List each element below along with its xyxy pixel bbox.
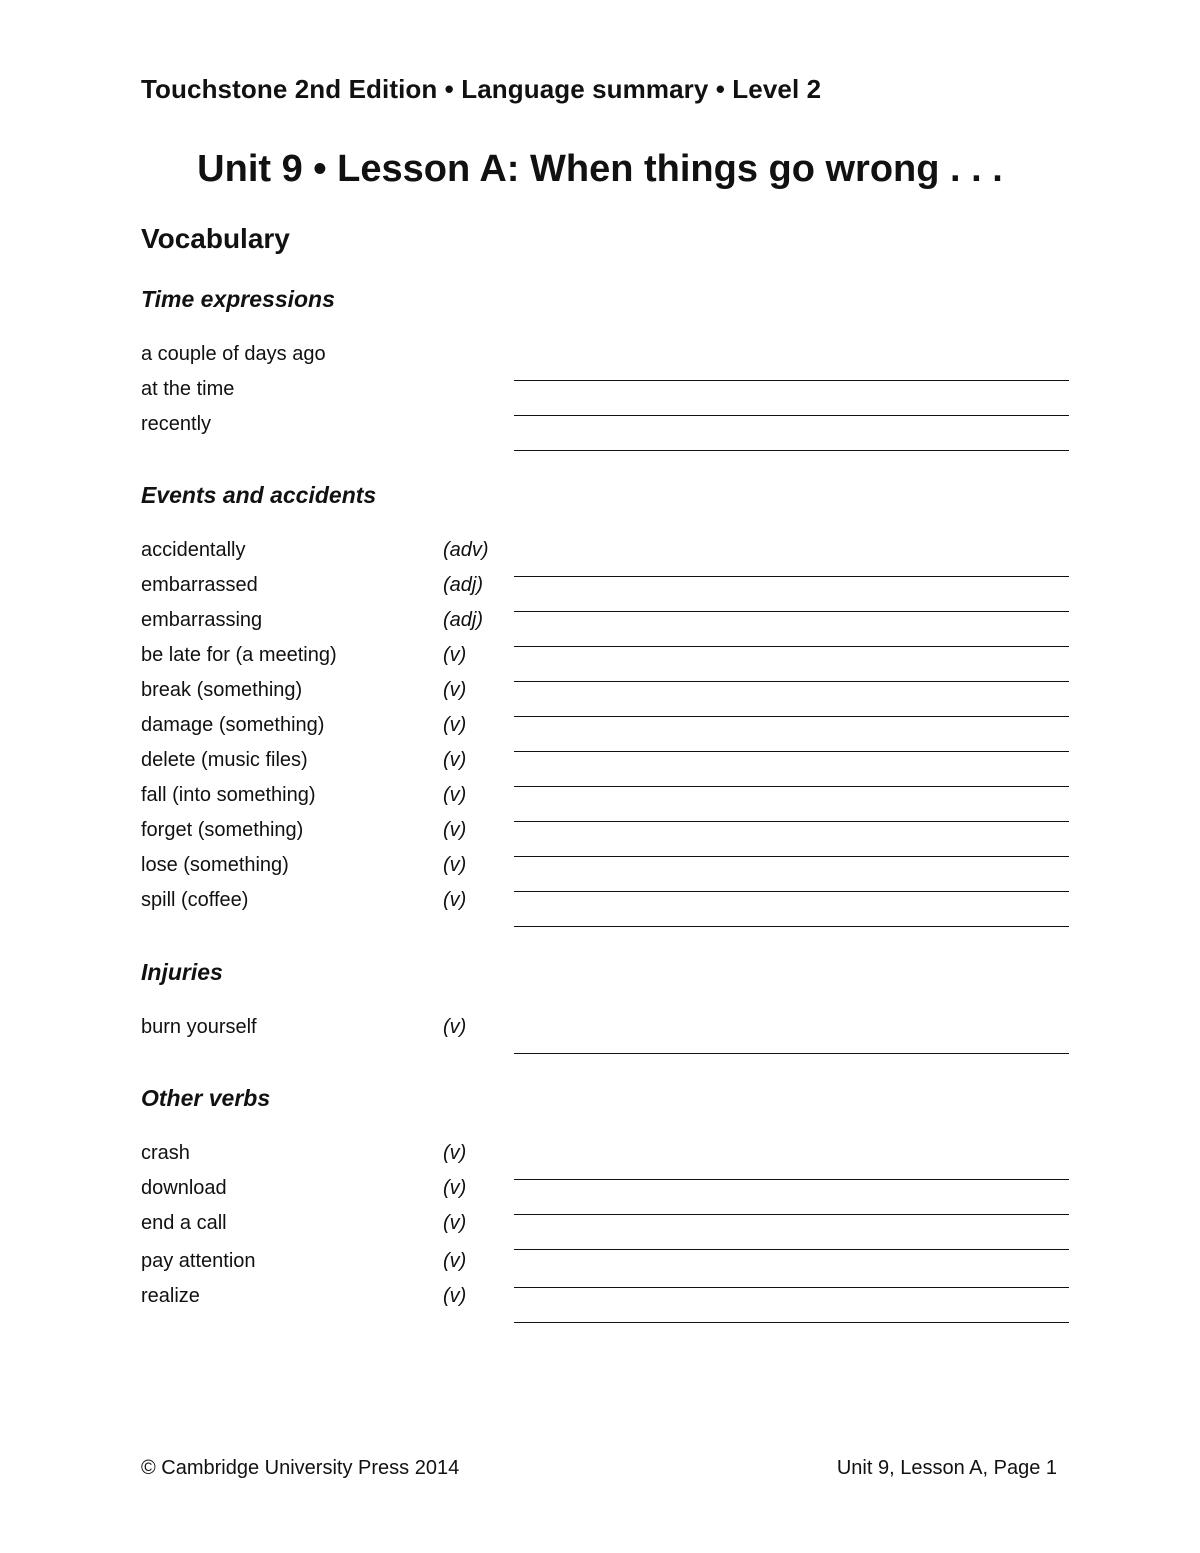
group-title: Other verbs	[141, 1085, 271, 1111]
vocab-term: embarrassed	[141, 574, 258, 596]
vocab-row	[141, 635, 1069, 670]
part-of-speech: (v)	[443, 854, 467, 876]
group-title: Injuries	[141, 959, 223, 985]
vocab-row	[141, 880, 1069, 915]
part-of-speech: (v)	[443, 1285, 467, 1307]
vocab-group-events-and-accidents	[141, 480, 1069, 911]
vocab-row	[141, 600, 1069, 635]
copyright-notice: © Cambridge University Press 2014	[141, 1457, 460, 1479]
part-of-speech: (v)	[443, 679, 467, 701]
vocab-term: burn yourself	[141, 1016, 257, 1038]
vocab-row	[141, 670, 1069, 705]
vocab-row	[141, 740, 1069, 775]
vocab-term: damage (something)	[141, 714, 325, 736]
vocab-term: pay attention	[141, 1250, 256, 1272]
answer-line[interactable]	[514, 926, 1069, 927]
vocab-term: end a call	[141, 1212, 227, 1234]
answer-line[interactable]	[514, 1322, 1069, 1323]
vocab-term: a couple of days ago	[141, 343, 326, 365]
vocab-term: recently	[141, 413, 212, 435]
vocab-term: fall (into something)	[141, 784, 316, 806]
part-of-speech: (v)	[443, 1212, 467, 1234]
vocab-term: crash	[141, 1142, 190, 1164]
vocab-row	[141, 369, 1069, 404]
vocab-row	[141, 845, 1069, 880]
part-of-speech: (v)	[443, 1250, 467, 1272]
vocab-row	[141, 775, 1069, 810]
vocab-row	[141, 404, 1069, 439]
vocab-group-injuries	[141, 957, 1069, 1038]
section-heading-vocabulary: Vocabulary	[141, 223, 290, 254]
vocab-group-time-expressions	[141, 284, 1069, 435]
vocab-row	[141, 334, 1069, 369]
series-title: Touchstone 2nd Edition • Language summary • Level 2	[141, 74, 822, 104]
group-title: Events and accidents	[141, 482, 377, 508]
vocab-row	[141, 705, 1069, 740]
part-of-speech: (v)	[443, 714, 467, 736]
part-of-speech: (v)	[443, 819, 467, 841]
vocab-term: realize	[141, 1285, 200, 1307]
part-of-speech: (v)	[443, 889, 467, 911]
part-of-speech: (v)	[443, 1177, 467, 1199]
vocab-row	[141, 1168, 1069, 1203]
page-reference: Unit 9, Lesson A, Page 1	[836, 1457, 1057, 1479]
part-of-speech: (adv)	[443, 539, 489, 561]
vocab-row	[141, 810, 1069, 845]
vocab-term: at the time	[141, 378, 235, 400]
group-title: Time expressions	[141, 286, 335, 312]
vocab-term: forget (something)	[141, 819, 304, 841]
vocab-term: download	[141, 1177, 227, 1199]
part-of-speech: (v)	[443, 644, 467, 666]
answer-line[interactable]	[514, 1053, 1069, 1054]
part-of-speech: (adj)	[443, 609, 484, 631]
vocab-row	[141, 1203, 1069, 1238]
answer-line[interactable]	[514, 450, 1069, 451]
vocab-term: spill (coffee)	[141, 889, 249, 911]
vocab-row	[141, 530, 1069, 565]
vocab-row	[141, 565, 1069, 600]
vocab-term: embarrassing	[141, 609, 263, 631]
vocab-row	[141, 1133, 1069, 1168]
vocab-term: be late for (a meeting)	[141, 644, 337, 666]
part-of-speech: (v)	[443, 749, 467, 771]
part-of-speech: (adj)	[443, 574, 484, 596]
vocab-row	[141, 1241, 1069, 1276]
part-of-speech: (v)	[443, 1142, 467, 1164]
vocab-group-other-verbs	[141, 1083, 1069, 1307]
page-title: Unit 9 • Lesson A: When things go wrong . . .	[197, 148, 1003, 190]
part-of-speech: (v)	[443, 784, 467, 806]
vocab-term: accidentally	[141, 539, 246, 561]
part-of-speech: (v)	[443, 1016, 467, 1038]
vocab-term: delete (music files)	[141, 749, 308, 771]
vocab-row	[141, 1007, 1069, 1042]
vocab-term: lose (something)	[141, 854, 289, 876]
vocab-term: break (something)	[141, 679, 303, 701]
vocab-row	[141, 1276, 1069, 1311]
